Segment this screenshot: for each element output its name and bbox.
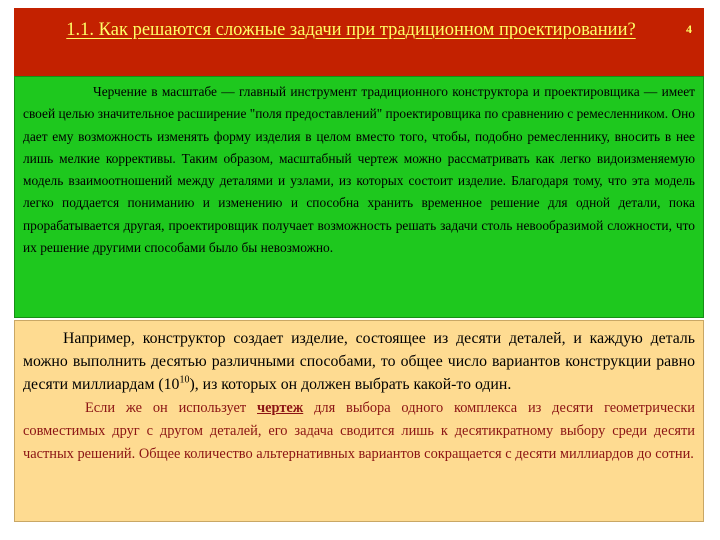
paragraph-drafting: Черчение в масштабе — главный инструмент традиционного конструктора и проектировщика — имеет своей целью значительное расширение "поля предоставлений" проектировщика по сравнению с ремесленником. Оно дает ему возможность изменять форму изделия в целом вместо того, чтобы, подобно ремесленнику, вносить в нее лишь мелкие коррективы. Таким образом, масштабный чертеж можно рассматривать как легко видоизменяемую модель взаимоотношений между деталями и узлами, из которых состоит изделие. Благодаря тому, что эта модель легко поддается пониманию и изменению и способна хранить временное решение для одной детали, пока прорабатывается другая, проектировщик получает возможность решать задачи столь невообразимой сложности, что их решение другими способами было бы невозможно.	[23, 84, 695, 256]
paragraph-example-end: ), из которых он должен выбрать какой-то один.	[189, 376, 512, 394]
keyword-drawing: чертеж	[257, 399, 304, 416]
title-banner	[14, 8, 704, 76]
example-text-panel	[14, 320, 704, 522]
paragraph-example	[23, 327, 695, 397]
green-text-panel	[14, 76, 704, 318]
paragraph-example-start: Например, конструктор создает изделие, состоящее из десяти деталей, и каждую деталь можно выполнить десятью различными способами, то общее число вариантов конструкции равно десяти миллиардам (10	[23, 330, 695, 394]
paragraph-drawing-end: для выбора одного комплекса из десяти геометрически совместимых друг с другом деталей, его задача сводится лишь к десятикратному выбору среди десяти частных решений. Общее количество альтернативных вариантов сокращается с десяти миллиардов до сотни.	[23, 399, 696, 463]
page-number: 4	[686, 22, 692, 36]
slide-title: 1.1. Как решаются сложные задачи при традиционном проектировании?	[66, 20, 636, 40]
exponent: 10	[179, 375, 190, 387]
paragraph-drawing	[23, 397, 695, 467]
paragraph-drawing-start: Если же он использует	[85, 399, 258, 416]
